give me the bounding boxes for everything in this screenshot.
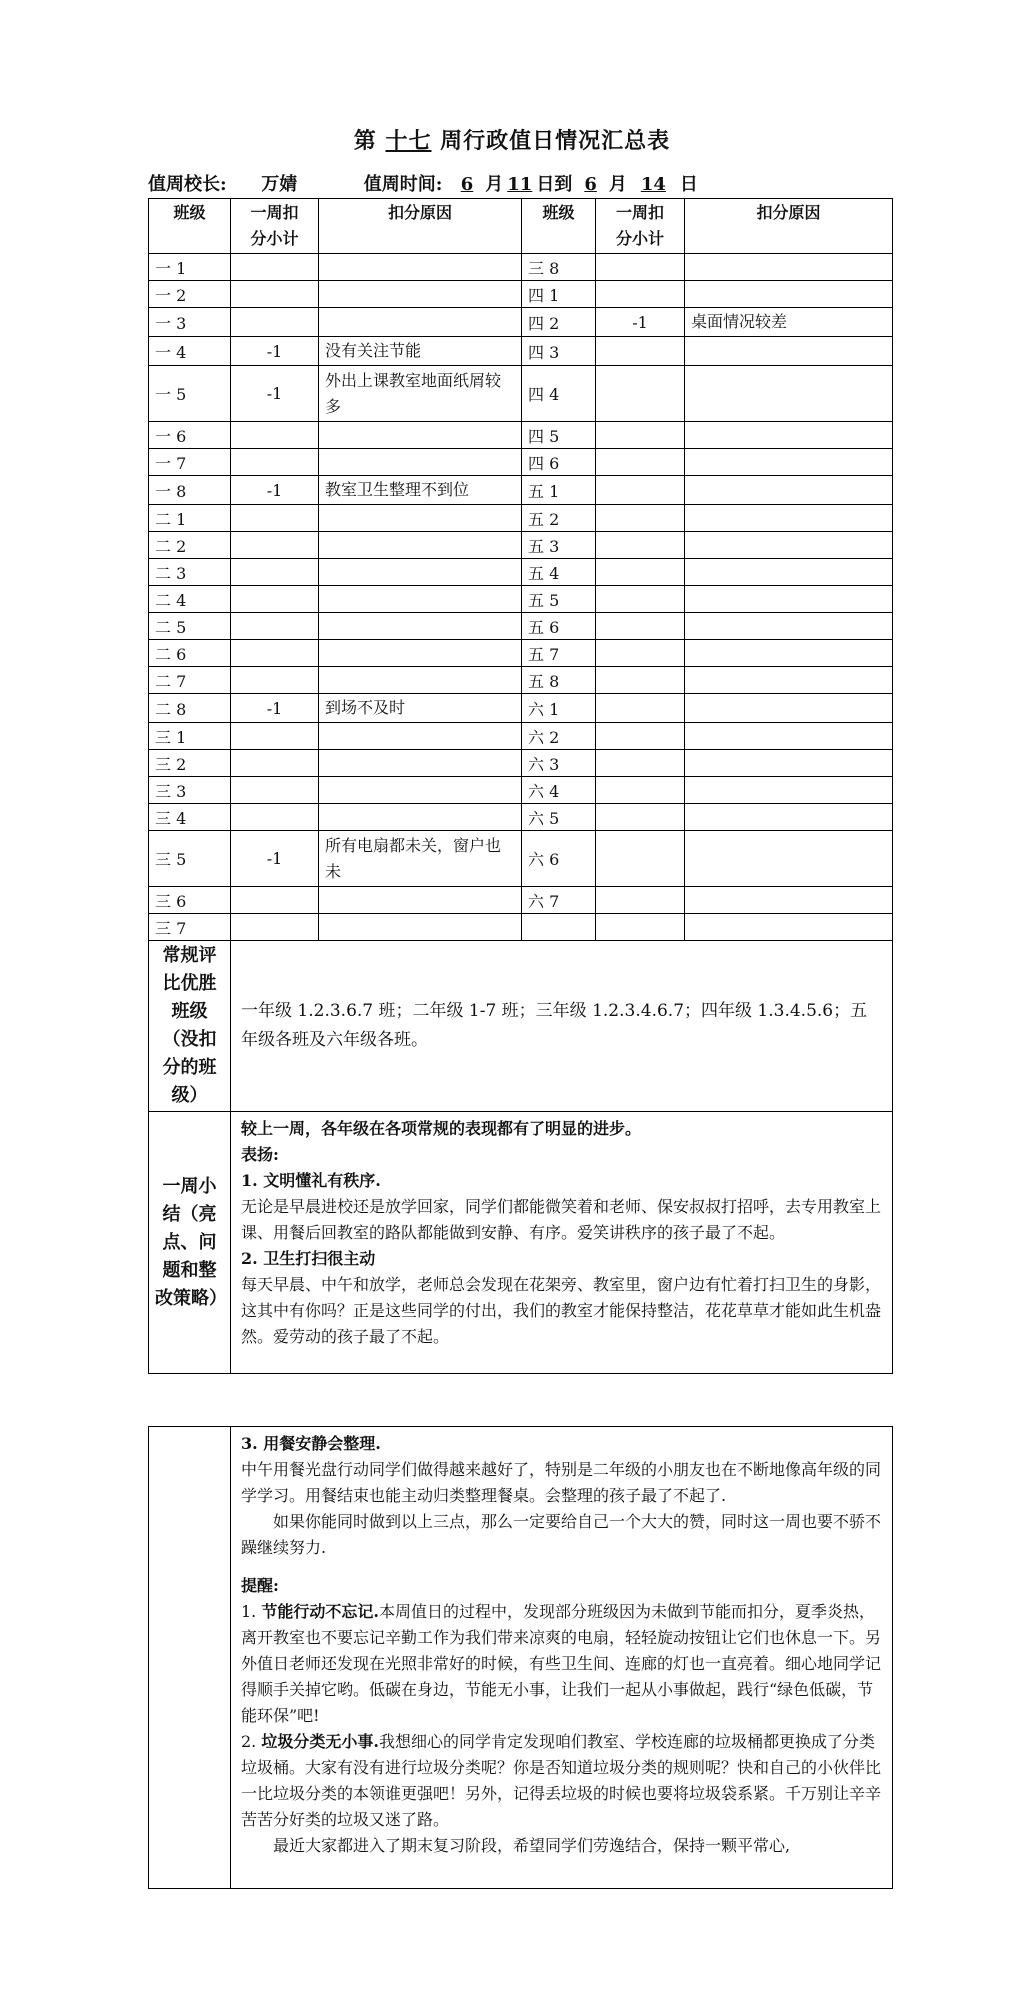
score-cell-left: -1	[231, 366, 319, 422]
title-prefix: 第	[353, 128, 377, 154]
praise-3-text: 中午用餐光盘行动同学们做得越来越好了，特别是二年级的小朋友也在不断地像高年级的同学学习。用餐结束也能主动归类整理餐桌。会整理的孩子最了不起了.	[241, 1460, 882, 1505]
remind-2-text: 我想细心的同学肯定发现咱们教室、学校连廊的垃圾桶都更换成了分类垃圾桶。大家有没有进行垃圾分类呢？你是否知道垃圾分类的规则呢？快和自己的小伙伴比一比垃圾分类的本领谁更强吧！另外，记得丢垃圾的时候也要将垃圾袋系紧。千万别让辛辛苦苦分好类的垃圾又迷了路。	[241, 1732, 882, 1829]
class-cell-left: 二 1	[149, 505, 231, 532]
remind-heading: 提醒:	[241, 1576, 279, 1595]
remind-2-title: 垃圾分类无小事.	[261, 1732, 379, 1751]
class-cell-left: 一 1	[149, 254, 231, 281]
class-cell-right: 五 2	[522, 505, 596, 532]
remind-1-title: 节能行动不忘记.	[261, 1602, 379, 1621]
reason-cell-right	[685, 804, 893, 831]
reason-cell-right	[685, 366, 893, 422]
class-cell-right: 五 7	[522, 640, 596, 667]
summary-intro: 较上一周，各年级在各项常规的表现都有了明显的进步。	[241, 1119, 642, 1138]
summary-label: 一周小结（亮点、问题和整改策略）	[149, 1112, 231, 1374]
reason-cell-left	[319, 613, 522, 640]
reason-cell-left	[319, 532, 522, 559]
spacer	[241, 1561, 882, 1573]
remind-2	[241, 1729, 882, 1833]
reason-cell-right	[685, 559, 893, 586]
class-cell-left: 一 4	[149, 337, 231, 366]
class-cell-right: 五 6	[522, 613, 596, 640]
reason-cell-right	[685, 750, 893, 777]
praise-2-text: 每天早晨、中午和放学，老师总会发现在花架旁、教室里，窗户边有忙着打扫卫生的身影，这其中有你吗？正是这些同学的付出，我们的教室才能保持整洁，花花草草才能如此生机盎然。爱劳动的孩子最了不起。	[241, 1275, 882, 1346]
class-cell-left: 三 4	[149, 804, 231, 831]
reason-cell-right	[685, 337, 893, 366]
class-cell-left: 三 2	[149, 750, 231, 777]
end-day: 14	[640, 174, 666, 195]
table-row	[149, 750, 893, 777]
class-cell-left: 二 3	[149, 559, 231, 586]
score-cell-left	[231, 887, 319, 914]
header-reason-left: 扣分原因	[319, 199, 522, 254]
table-row	[149, 777, 893, 804]
table-header-row	[149, 199, 893, 254]
remind-1	[241, 1599, 882, 1729]
score-cell-left	[231, 804, 319, 831]
header-class-left: 班级	[149, 199, 231, 254]
score-cell-right	[596, 559, 685, 586]
remind-1-text: 本周值日的过程中，发现部分班级因为未做到节能而扣分，夏季炎热，离开教室也不要忘记辛勤工作为我们带来凉爽的电扇，轻轻旋动按钮让它们也休息一下。另外值日老师还发现在光照非常好的时候，有些卫生间、连廊的灯也一直亮着。细心地同学记得顺手关掉它哟。低碳在身边，节能无小事，让我们一起从小事做起，践行“绿色低碳，节能环保”吧!	[241, 1602, 882, 1725]
reason-cell-right	[685, 449, 893, 476]
class-cell-left: 三 6	[149, 887, 231, 914]
score-cell-right	[596, 449, 685, 476]
score-cell-left	[231, 308, 319, 337]
reason-cell-left	[319, 559, 522, 586]
score-cell-right	[596, 476, 685, 505]
table-row	[149, 586, 893, 613]
reason-cell-left	[319, 804, 522, 831]
start-month: 6	[460, 174, 474, 195]
month-char-1: 月	[485, 174, 504, 195]
summary-continued-content	[231, 1427, 893, 1889]
reason-cell-left	[319, 586, 522, 613]
class-cell-right	[522, 914, 596, 941]
table-row	[149, 914, 893, 941]
class-cell-left: 二 7	[149, 667, 231, 694]
header-class-right: 班级	[522, 199, 596, 254]
summary-continued-label-cell	[149, 1427, 231, 1889]
score-cell-right	[596, 804, 685, 831]
class-cell-left: 三 3	[149, 777, 231, 804]
class-cell-left: 一 3	[149, 308, 231, 337]
score-cell-left: -1	[231, 831, 319, 887]
reason-cell-left	[319, 422, 522, 449]
summary-continued-table	[148, 1426, 893, 1889]
reason-cell-left	[319, 723, 522, 750]
reason-cell-left	[319, 308, 522, 337]
reason-cell-right	[685, 667, 893, 694]
score-cell-left	[231, 750, 319, 777]
reason-cell-left	[319, 777, 522, 804]
reason-cell-right	[685, 586, 893, 613]
score-cell-left	[231, 281, 319, 308]
table-row	[149, 281, 893, 308]
score-cell-left	[231, 667, 319, 694]
score-cell-left	[231, 532, 319, 559]
duty-summary-table	[148, 198, 893, 1374]
reason-cell-right	[685, 777, 893, 804]
table-row	[149, 831, 893, 887]
class-cell-left: 三 1	[149, 723, 231, 750]
reason-cell-right	[685, 914, 893, 941]
score-cell-left: -1	[231, 476, 319, 505]
class-cell-right: 六 1	[522, 694, 596, 723]
score-cell-left: -1	[231, 694, 319, 723]
closing-text: 最近大家都进入了期末复习阶段，希望同学们劳逸结合，保持一颗平常心,	[273, 1836, 791, 1855]
score-cell-right	[596, 640, 685, 667]
score-cell-right	[596, 914, 685, 941]
table-row	[149, 694, 893, 723]
score-cell-right	[596, 750, 685, 777]
reason-cell-right: 桌面情况较差	[685, 308, 893, 337]
score-cell-right	[596, 831, 685, 887]
reason-cell-left: 到场不及时	[319, 694, 522, 723]
class-cell-right: 四 4	[522, 366, 596, 422]
table-row	[149, 422, 893, 449]
reason-cell-right	[685, 281, 893, 308]
excellent-row	[149, 941, 893, 1112]
class-cell-left: 一 7	[149, 449, 231, 476]
header-reason-right: 扣分原因	[685, 199, 893, 254]
score-cell-left	[231, 723, 319, 750]
reason-cell-right	[685, 422, 893, 449]
header-score-right-line1: 一周扣	[615, 203, 664, 222]
score-cell-left	[231, 505, 319, 532]
table-row	[149, 667, 893, 694]
score-cell-right	[596, 694, 685, 723]
reason-cell-left	[319, 640, 522, 667]
day-char: 日	[679, 174, 698, 195]
score-cell-left	[231, 914, 319, 941]
class-cell-right: 六 7	[522, 887, 596, 914]
praise-1-title: 1. 文明懂礼有秩序.	[241, 1171, 381, 1190]
class-cell-left: 三 7	[149, 914, 231, 941]
class-cell-left: 二 4	[149, 586, 231, 613]
class-cell-right: 四 2	[522, 308, 596, 337]
table-row	[149, 804, 893, 831]
title-suffix: 周行政值日情况汇总表	[440, 128, 671, 154]
score-cell-right	[596, 777, 685, 804]
summary-row	[149, 1112, 893, 1374]
score-cell-left	[231, 449, 319, 476]
score-cell-right: -1	[596, 308, 685, 337]
score-cell-left: -1	[231, 337, 319, 366]
class-cell-left: 三 5	[149, 831, 231, 887]
class-cell-left: 二 2	[149, 532, 231, 559]
class-cell-left: 二 5	[149, 613, 231, 640]
reason-cell-right	[685, 613, 893, 640]
header-score-right	[596, 199, 685, 254]
reason-cell-left	[319, 254, 522, 281]
score-cell-left	[231, 422, 319, 449]
table-row	[149, 640, 893, 667]
table-row	[149, 366, 893, 422]
reason-cell-right	[685, 505, 893, 532]
week-number: 十七	[385, 128, 432, 154]
start-day: 11	[507, 174, 533, 195]
reason-cell-left	[319, 667, 522, 694]
praise-heading: 表扬:	[241, 1145, 279, 1164]
reason-cell-right	[685, 723, 893, 750]
class-cell-left: 一 2	[149, 281, 231, 308]
table-row	[149, 723, 893, 750]
class-cell-right: 三 8	[522, 254, 596, 281]
month-char-2: 月	[608, 174, 627, 195]
reason-cell-left	[319, 449, 522, 476]
score-cell-left	[231, 559, 319, 586]
class-cell-left: 二 8	[149, 694, 231, 723]
table-row	[149, 613, 893, 640]
score-cell-right	[596, 337, 685, 366]
reason-cell-right	[685, 831, 893, 887]
summary-content	[231, 1112, 893, 1374]
reason-cell-left: 外出上课教室地面纸屑较多	[319, 366, 522, 422]
excellent-classes: 一年级 1.2.3.6.7 班；二年级 1-7 班；三年级 1.2.3.4.6.7；四年级 1.3.4.5.6；五年级各班及六年级各班。	[231, 941, 893, 1112]
class-cell-left: 一 5	[149, 366, 231, 422]
table-row	[149, 559, 893, 586]
table-row	[149, 449, 893, 476]
score-cell-right	[596, 613, 685, 640]
score-cell-right	[596, 723, 685, 750]
table-row	[149, 254, 893, 281]
score-cell-left	[231, 254, 319, 281]
class-cell-right: 四 6	[522, 449, 596, 476]
class-cell-right: 五 8	[522, 667, 596, 694]
reason-cell-right	[685, 476, 893, 505]
reason-cell-right	[685, 640, 893, 667]
table-row	[149, 887, 893, 914]
class-cell-right: 五 5	[522, 586, 596, 613]
class-cell-left: 一 6	[149, 422, 231, 449]
reason-cell-left	[319, 887, 522, 914]
score-cell-right	[596, 422, 685, 449]
header-score-left	[231, 199, 319, 254]
table-row	[149, 532, 893, 559]
praise-1-text: 无论是早晨进校还是放学回家，同学们都能微笑着和老师、保安叔叔打招呼，去专用教室上课、用餐后回教室的路队都能做到安静、有序。爱笑讲秩序的孩子最了不起。	[241, 1197, 882, 1242]
remind-2-number: 2.	[241, 1732, 262, 1751]
table-row	[149, 308, 893, 337]
table-row	[149, 476, 893, 505]
class-cell-right: 五 3	[522, 532, 596, 559]
praise-3-title: 3. 用餐安静会整理.	[241, 1434, 381, 1453]
class-cell-right: 六 2	[522, 723, 596, 750]
score-cell-left	[231, 777, 319, 804]
class-cell-right: 五 4	[522, 559, 596, 586]
reason-cell-left: 所有电扇都未关，窗户也未	[319, 831, 522, 887]
duty-info-line	[148, 170, 698, 196]
class-cell-right: 四 1	[522, 281, 596, 308]
score-cell-left	[231, 613, 319, 640]
reason-cell-left	[319, 281, 522, 308]
reason-cell-right	[685, 694, 893, 723]
excellent-label: 常规评比优胜班级（没扣分的班级）	[149, 941, 231, 1112]
header-score-left-line1: 一周扣	[250, 203, 299, 222]
score-cell-right	[596, 887, 685, 914]
praise-2-title: 2. 卫生打扫很主动	[241, 1249, 376, 1268]
header-score-left-line2: 分小计	[250, 229, 299, 248]
class-cell-right: 五 1	[522, 476, 596, 505]
reason-cell-right	[685, 532, 893, 559]
principal-label: 值周校长:	[148, 174, 227, 195]
score-cell-left	[231, 640, 319, 667]
score-cell-right	[596, 254, 685, 281]
praise-follow: 如果你能同时做到以上三点，那么一定要给自己一个大大的赞，同时这一周也要不骄不躁继续努力.	[241, 1512, 882, 1557]
table-row	[149, 505, 893, 532]
class-cell-right: 四 5	[522, 422, 596, 449]
table-row	[149, 337, 893, 366]
reason-cell-left	[319, 914, 522, 941]
header-score-right-line2: 分小计	[615, 229, 664, 248]
class-cell-left: 一 8	[149, 476, 231, 505]
summary-continued-row	[149, 1427, 893, 1889]
class-cell-right: 六 4	[522, 777, 596, 804]
reason-cell-right	[685, 254, 893, 281]
duty-time-label: 值周时间:	[363, 174, 443, 195]
reason-cell-right	[685, 887, 893, 914]
page-title	[0, 124, 1024, 155]
score-cell-right	[596, 586, 685, 613]
class-cell-left: 二 6	[149, 640, 231, 667]
reason-cell-left: 教室卫生整理不到位	[319, 476, 522, 505]
end-month: 6	[584, 174, 597, 195]
class-cell-right: 六 6	[522, 831, 596, 887]
reason-cell-left: 没有关注节能	[319, 337, 522, 366]
principal-name: 万婧	[261, 174, 298, 195]
score-cell-right	[596, 667, 685, 694]
class-cell-right: 六 3	[522, 750, 596, 777]
score-cell-right	[596, 505, 685, 532]
score-cell-right	[596, 281, 685, 308]
score-cell-left	[231, 586, 319, 613]
class-cell-right: 六 5	[522, 804, 596, 831]
reason-cell-left	[319, 750, 522, 777]
class-cell-right: 四 3	[522, 337, 596, 366]
score-cell-right	[596, 532, 685, 559]
remind-1-number: 1.	[241, 1602, 262, 1621]
reason-cell-left	[319, 505, 522, 532]
date-to: 日到	[536, 174, 573, 195]
score-cell-right	[596, 366, 685, 422]
